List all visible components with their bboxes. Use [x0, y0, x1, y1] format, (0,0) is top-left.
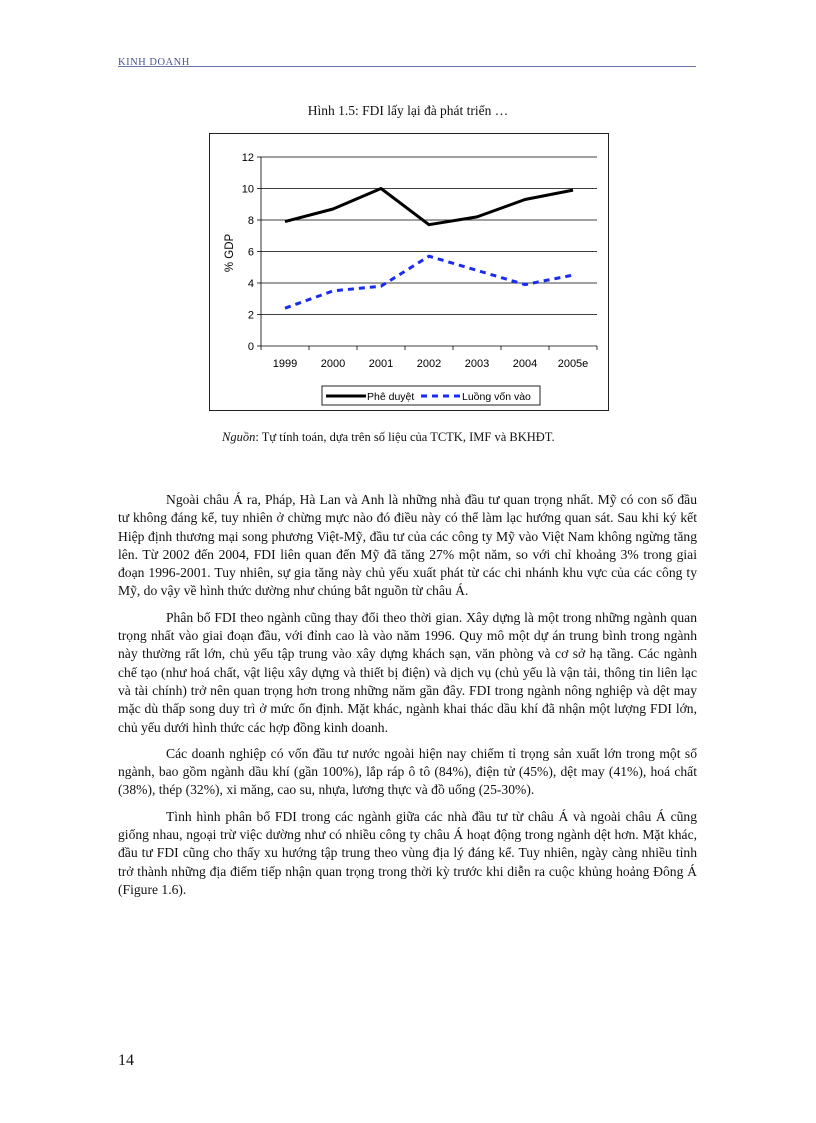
chart-frame: [209, 133, 609, 411]
y-tick-label: 8: [247, 215, 254, 227]
running-header: [118, 52, 696, 67]
paragraph: Phân bố FDI theo ngành cũng thay đổi theo thời gian. Xây dựng là một trong những ngành quan trọng nhất vào giai đoạn đầu, với đỉnh cao là vào năm 1996. Quy mô một dự án trung bình trong ngành này thường rất lớn, chủ yếu tập trung vào xây dựng khách sạn, văn phòng và cơ sở hạ tầng. Các ngành chế tạo (như hoá chất, vật liệu xây dựng và thiết bị điện) và dịch vụ (chủ yếu là vận tải, thông tin liên lạc và tài chính) trở nên quan trọng hơn trong những năm gần đây. FDI trong ngành nông nghiệp và dệt may mặc dù thấp song duy trì ở mức ổn định. Mặt khác, ngành khai thác dầu khí đã nhận một lượng FDI lớn, chủ yếu dưới hình thức các hợp đồng kinh doanh.: [118, 609, 697, 735]
paragraph: Các doanh nghiệp có vốn đầu tư nước ngoài hiện nay chiếm tỉ trọng sản xuất lớn trong một số ngành, bao gồm ngành dầu khí (gần 100%), lắp ráp ô tô (84%), điện tử (45%), dệt may (41%), hoá chất (38%), thép (32%), xi măng, cao su, nhựa, lương thực và đồ uống (25-30%).: [118, 745, 697, 798]
series-line-phe-duyet: [285, 189, 573, 225]
legend-label-luong-von-vao: Luồng vốn vào: [462, 391, 531, 403]
chart-axes: [257, 157, 597, 350]
x-tick-label: 2003: [464, 358, 490, 370]
page-number: 14: [118, 1052, 134, 1069]
y-tick-label: 0: [247, 341, 254, 353]
chart-gridlines: [261, 157, 597, 315]
running-header-title: KINH DOANH: [118, 57, 190, 68]
x-tick-label: 2005e: [557, 358, 589, 370]
chart-tick-labels: [242, 152, 589, 370]
x-tick-label: 2004: [512, 358, 538, 370]
body-text: [118, 491, 697, 907]
line-chart: [210, 134, 608, 410]
y-tick-label: 2: [247, 309, 254, 322]
legend-label-phe-duyet: Phê duyệt: [367, 391, 415, 403]
y-tick-label: 4: [247, 278, 254, 290]
paragraph: Tình hình phân bố FDI trong các ngành giữa các nhà đầu tư từ châu Á và ngoài châu Á cũng giống nhau, ngoại trừ việc dường như có nhiều công ty châu Á hoạt động trong ngành dệt hơn. Mặt khác, đầu tư FDI cũng cho thấy xu hướng tập trung theo vùng địa lý đáng kể. Tuy nhiên, ngày càng nhiều tỉnh trở thành những địa điểm tiếp nhận quan trọng trong thời kỳ trước khi diễn ra cuộc khủng hoảng Đông Á (Figure 1.6).: [118, 808, 697, 897]
x-tick-label: 2002: [416, 358, 442, 370]
y-tick-label: 12: [241, 152, 254, 164]
figure-caption: Hình 1.5: FDI lấy lại đà phát triển …: [307, 103, 509, 118]
chart-series: [285, 188, 573, 308]
y-tick-label: 10: [241, 183, 254, 196]
paragraph: Ngoài châu Á ra, Pháp, Hà Lan và Anh là những nhà đầu tư quan trọng nhất. Mỹ có con số đầu tư không đáng kể, tuy nhiên ở chừng mực nào đó điều này có thể làm lạc hướng quan sát. Sau khi ký kết Hiệp định thương mại song phương Việt-Mỹ, đầu tư của các công ty Mỹ vào Việt Nam không ngừng tăng lên. Từ 2002 đến 2004, FDI liên quan đến Mỹ đã tăng 27% một năm, so với chỉ khoảng 3% trong giai đoạn 1996-2001. Tuy nhiên, sự gia tăng này chủ yếu xuất phát từ các chi nhánh khu vực của các công ty Mỹ, do vậy về hình thức dường như chúng bắt nguồn từ châu Á.: [118, 492, 697, 599]
source-text: : Tự tính toán, dựa trên số liệu của TCTK, IMF và BKHĐT.: [255, 430, 555, 444]
y-tick-label: 6: [247, 246, 254, 259]
chart-legend: [322, 386, 540, 405]
x-tick-label: 2001: [368, 358, 394, 370]
y-axis-label: % GDP: [224, 233, 236, 273]
x-tick-label: 1999: [272, 358, 298, 370]
series-line-luong-von-vao: [285, 256, 573, 308]
x-tick-label: 2000: [320, 358, 346, 370]
figure-source: [222, 430, 555, 445]
source-label: Nguồn: [222, 430, 256, 444]
